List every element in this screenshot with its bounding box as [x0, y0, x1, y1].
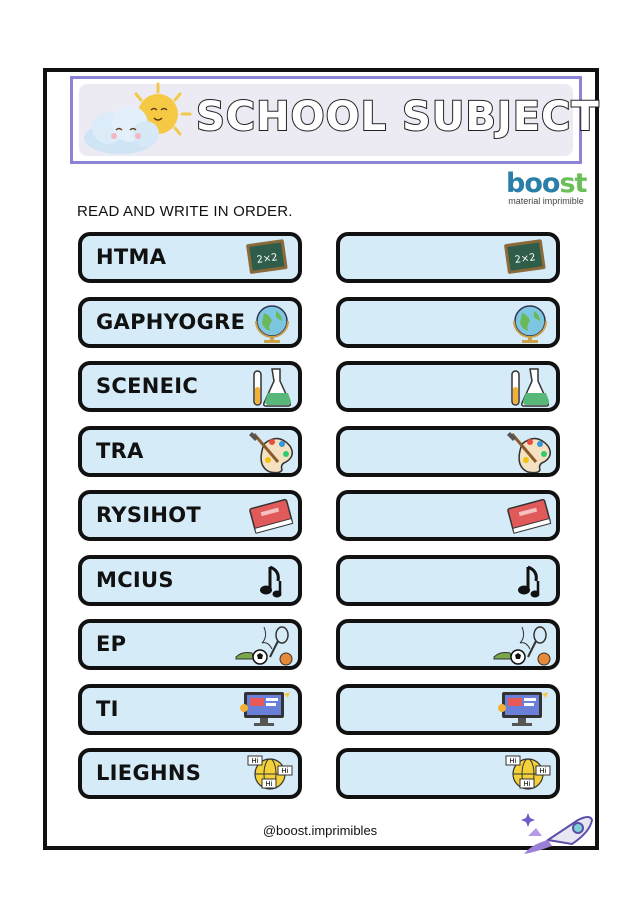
answer-card[interactable] [336, 684, 560, 735]
svg-text:Hi: Hi [523, 780, 531, 788]
hi-speech-globe-icon [234, 752, 294, 795]
scrambled-word: TI [96, 697, 119, 721]
social-handle: @boost.imprimibles [262, 823, 378, 838]
logo-tagline: material imprimible [508, 196, 584, 206]
scrambled-word: RYSIHOT [96, 503, 202, 527]
answer-card[interactable] [336, 361, 560, 412]
chalkboard-icon [492, 236, 552, 279]
svg-text:Hi: Hi [251, 757, 259, 765]
music-note-icon [234, 559, 294, 602]
scrambled-word: EP [96, 632, 127, 656]
scrambled-word: MCIUS [96, 568, 174, 592]
page-title: SCHOOL SUBJECT [196, 94, 600, 140]
logo-wordmark: boost [506, 168, 587, 199]
scrambled-word-card [78, 426, 302, 477]
computer-icon [234, 688, 294, 731]
test-tube-flask-icon [492, 365, 552, 408]
globe-icon [492, 301, 552, 344]
test-tube-flask-icon [234, 365, 294, 408]
globe-icon [234, 301, 294, 344]
book-icon [492, 494, 552, 537]
svg-text:Hi: Hi [509, 757, 517, 765]
answer-card[interactable] [336, 297, 560, 348]
scrambled-word: SCENEIC [96, 374, 199, 398]
answer-card[interactable] [336, 426, 560, 477]
book-icon [234, 494, 294, 537]
computer-icon [492, 688, 552, 731]
scrambled-word-card [78, 748, 302, 799]
paint-palette-icon [492, 430, 552, 473]
scrambled-word-card [78, 555, 302, 606]
scrambled-word-card [78, 232, 302, 283]
sports-equipment-icon [492, 623, 552, 666]
chalkboard-icon [234, 236, 294, 279]
scrambled-word-card [78, 361, 302, 412]
scrambled-word-card [78, 490, 302, 541]
scrambled-word: HTMA [96, 245, 167, 269]
scrambled-word-card [78, 684, 302, 735]
svg-text:Hi: Hi [281, 767, 289, 775]
hi-speech-globe-icon [492, 752, 552, 795]
sun-cloud-icon [80, 80, 195, 160]
svg-text:2×2: 2×2 [255, 252, 279, 266]
instruction-text: READ AND WRITE IN ORDER. [77, 203, 293, 220]
scrambled-word: GAPHYOGRE [96, 310, 246, 334]
paint-palette-icon [234, 430, 294, 473]
answer-card[interactable] [336, 232, 560, 283]
answer-card[interactable] [336, 490, 560, 541]
svg-text:Hi: Hi [265, 780, 273, 788]
scrambled-word: LIEGHNS [96, 761, 202, 785]
svg-text:2×2: 2×2 [513, 252, 537, 266]
answer-card[interactable] [336, 748, 560, 799]
answer-card[interactable] [336, 555, 560, 606]
scrambled-word: TRA [96, 439, 144, 463]
answer-card[interactable] [336, 619, 560, 670]
music-note-icon [492, 559, 552, 602]
sports-equipment-icon [234, 623, 294, 666]
scrambled-word-card [78, 619, 302, 670]
svg-text:Hi: Hi [539, 767, 547, 775]
brand-logo [506, 170, 586, 206]
scrambled-word-card [78, 297, 302, 348]
